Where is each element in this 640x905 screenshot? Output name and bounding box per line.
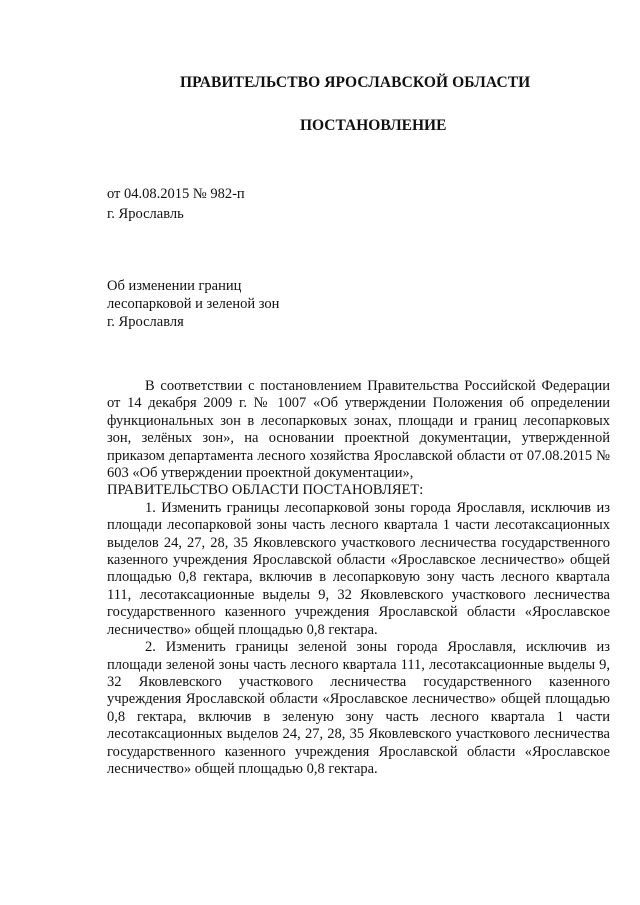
preamble-paragraph: В соответствии с постановлением Правительства Российской Федерации от 14 декабря 2009 г. № 1007 «Об утверждении Положения об определении функциональных зон в лесопарковых зонах, площади и границ лесопарковых зон, зелёных зон», на основании проектной документации, утвержденной приказом департамента лесного хозяйства Ярославской области от 07.08.2015 № 603 «Об утверждении проектной документации»,: [107, 378, 610, 482]
organization-title: ПРАВИТЕЛЬСТВО ЯРОСЛАВСКОЙ ОБЛАСТИ: [180, 74, 531, 91]
subject-line-2: лесопарковой и зеленой зон: [107, 296, 280, 312]
document-body: [107, 378, 610, 778]
subject-line-3: г. Ярославля: [107, 314, 184, 330]
document-type-title: ПОСТАНОВЛЕНИЕ: [300, 117, 447, 134]
item-1-paragraph: 1. Изменить границы лесопарковой зоны города Ярославля, исключив из площади лесопарковой зоны часть лесного квартала 1 части лесотаксационных выделов 24, 27, 28, 35 Яковлевского участкового лесничества государственного казенного учреждения Ярославской области «Ярославское лесничество» общей площадью 0,8 гектара, включив в лесопарковую зону часть лесного квартала 111, лесотаксационные выделы 9, 32 Яковлевского участкового лесничества государственного казенного учреждения Ярославской области «Ярославское лесничество» общей площадью 0,8 гектара.: [107, 499, 610, 638]
city-line: г. Ярославль: [107, 206, 184, 222]
subject-line-1: Об изменении границ: [107, 278, 242, 294]
document-subject: [107, 277, 279, 331]
resolves-line: ПРАВИТЕЛЬСТВО ОБЛАСТИ ПОСТАНОВЛЯЕТ:: [107, 482, 424, 499]
document-meta: [107, 184, 245, 224]
date-number-line: от 04.08.2015 № 982-п: [107, 186, 245, 202]
item-2-paragraph: 2. Изменить границы зеленой зоны города Ярославля, исключив из площади зеленой зоны часть лесного квартала 111, лесотаксационные выделы 9, 32 Яковлевского участкового лесничества государственного казенного учреждения Ярославской области «Ярославское лесничество» общей площадью 0,8 гектара, включив в зеленую зону часть лесного квартала 1 части лесотаксационных выделов 24, 27, 28, 35 Яковлевского участкового лесничества государственного казенного учреждения Ярославской области «Ярославское лесничество» общей площадью 0,8 гектара.: [107, 639, 610, 777]
